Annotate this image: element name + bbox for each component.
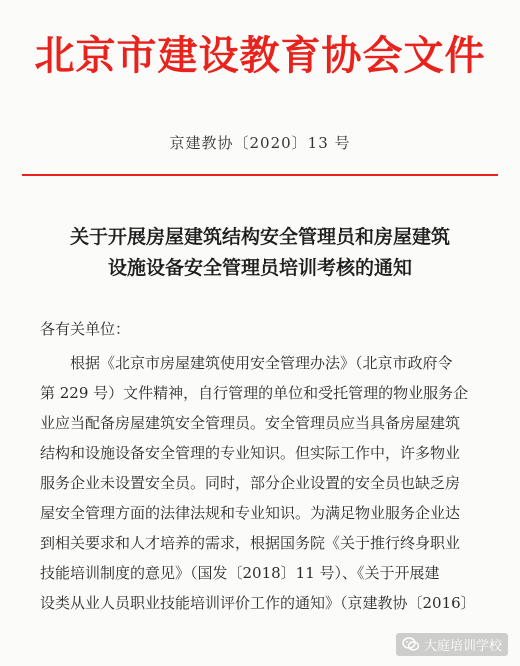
body-line: 技能培训制度的意见》（国发〔2018〕11 号）、《关于开展建 [40, 564, 440, 582]
salutation: 各有关单位： [40, 320, 131, 338]
body-line: 设类从业人员职业技能培训评价工作的通知》（京建教协〔2016〕 [40, 594, 476, 612]
red-divider-line [22, 174, 498, 176]
body-text [40, 348, 484, 618]
watermark [396, 633, 508, 656]
notice-title-line-2: 设施设备安全管理员培训考核的通知 [107, 257, 412, 279]
body-line: 结构和设施设备安全管理的专业知识。但实际工作中，许多物业 [40, 444, 461, 462]
wechat-icon [402, 637, 420, 652]
body-line: 服务企业未设置安全员。同时，部分企业设置的安全员也缺乏房 [40, 474, 461, 492]
notice-title [0, 222, 520, 284]
document-number: 京建教协〔2020〕13 号 [169, 134, 351, 152]
body-line: 业应当配备房屋建筑安全管理员。安全管理员应当具备房屋建筑 [40, 414, 461, 432]
body-line: 根据《北京市房屋建筑使用安全管理办法》（北京市政府令 [70, 354, 453, 372]
body-line: 到相关要求和人才培养的需求，根据国务院《关于推行终身职业 [40, 534, 461, 552]
watermark-text: 大庭培训学校 [423, 639, 502, 654]
body-line: 第 229 号）文件精神，自行管理的单位和受托管理的物业服务企 [40, 384, 469, 402]
notice-title-line-1: 关于开展房屋建筑结构安全管理员和房屋建筑 [69, 226, 450, 248]
masthead-title: 北京市建设教育协会文件 [34, 32, 486, 79]
body-line: 屋安全管理方面的法律法规和专业知识。为满足物业服务企业达 [40, 504, 461, 522]
